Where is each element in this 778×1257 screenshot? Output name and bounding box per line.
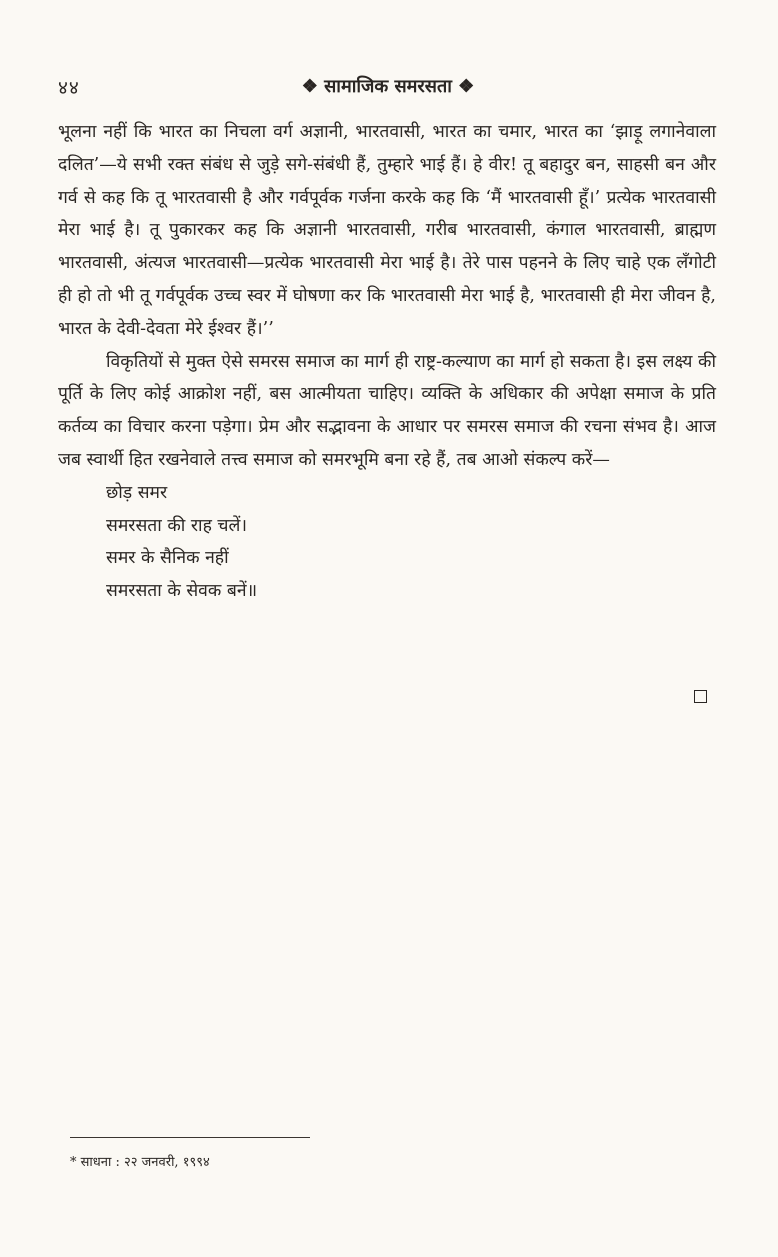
paragraph-1: भूलना नहीं कि भारत का निचला वर्ग अज्ञानी, भारतवासी, भारत का चमार, भारत का ‘झाड़ू लगानेवाला दलित’—ये सभी रक्त संबंध से जुड़े सगे-संबंधी हैं, तुम्हारे भाई हैं। हे वीर! तू बहादुर बन, साहसी बन और गर्व से कह कि तू भारतवासी है और गर्वपूर्वक गर्जना करके कह कि ‘मैं भारतवासी हूँ।’ प्रत्येक भारतवासी मेरा भाई है। तू पुकारकर कह कि अज्ञानी भारतवासी, गरीब भारतवासी, कंगाल भारतवासी, ब्राह्मण भारतवासी, अंत्यज भारतवासी—प्रत्येक भारतवासी मेरा भाई है। तेरे पास पहनने के लिए चाहे एक लँगोटी ही हो तो भी तू गर्वपूर्वक उच्च स्वर में घोषणा कर कि भारतवासी मेरा भाई है, भारतवासी ही मेरा जीवन है, भारत के देवी-देवता मेरे ईश्वर हैं।’’	[58, 122, 716, 339]
poem-line-4: समरसता के सेवक बनें॥	[106, 581, 258, 602]
poem	[58, 477, 716, 608]
poem-line-1: छोड़ समर	[106, 482, 168, 503]
body-text	[58, 116, 716, 608]
poem-line-3: समर के सैनिक नहीं	[106, 548, 229, 569]
page-number: ४४	[58, 77, 80, 99]
footnote-divider	[70, 1137, 310, 1138]
footnote: * साधना : २२ जनवरी, १९९४	[70, 1155, 210, 1170]
end-of-section-square-icon	[694, 690, 707, 703]
running-title: ❖ सामाजिक समरसता ❖	[301, 76, 475, 97]
poem-line-2: समरसता की राह चलें।	[106, 515, 248, 536]
paragraph-2: विकृतियों से मुक्त ऐसे समरस समाज का मार्ग ही राष्ट्र-कल्याण का मार्ग हो सकता है। इस लक्ष्य की पूर्ति के लिए कोई आक्रोश नहीं, बस आत्मीयता चाहिए। व्यक्ति के अधिकार की अपेक्षा समाज के प्रति कर्तव्य का विचार करना पड़ेगा। प्रेम और सद्भावना के आधार पर समरस समाज की रचना संभव है। आज जब स्वार्थी हित रखनेवाले तत्त्व समाज को समरभूमि बना रहे हैं, तब आओ संकल्प करें—	[58, 351, 716, 470]
page-header	[58, 74, 718, 102]
